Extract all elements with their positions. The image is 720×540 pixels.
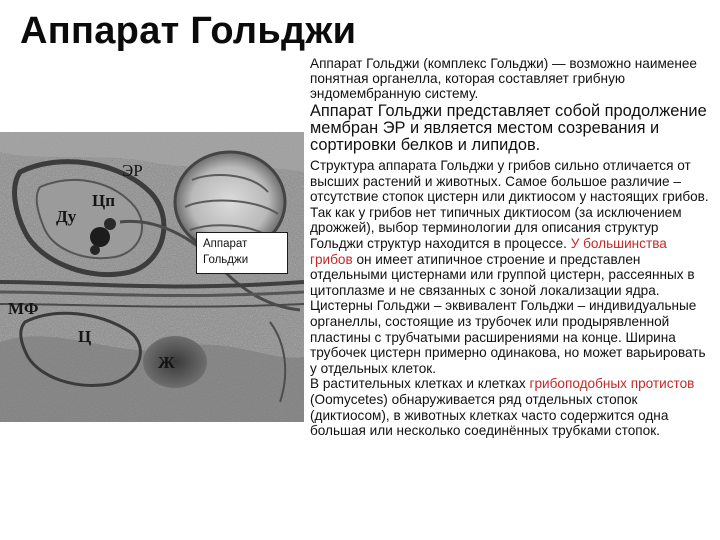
intro-lead: Аппарат Гольджи [310,56,420,71]
structure-accent: У большинства грибов [310,235,667,267]
micrograph-image [0,132,304,422]
plant-text-after: (Oomycetes) обнаруживается ряд отдельных стопок (диктиосом), в животных клетках часто содержится одна большая или несколько соединённых трубками стопок. [310,391,669,439]
micrograph [0,132,304,422]
golgi-callout-line1: Аппарат [203,238,248,250]
label-du: Ду [56,207,77,226]
plant-accent: грибоподобных протистов [529,376,695,392]
structure-text-after: он имеет атипичное строение и представлен отдельными цистернами или группой цистерн, рассеянных в цитоплазме и не связанных с зоной локализации ядра. [310,251,695,298]
structure-text-before: Структура аппарата Гольджи у грибов сильно отличается от высших растений и животных. Самое большое различие – отсутствие стопок цистерн или диктиосом у настоящих грибов. Так как у грибов нет типичных диктиосом (за исключением дрожжей), выбор терминологии для описания структур Гольджи структур находится в процессе. [310,158,709,251]
label-er: ЭР [122,161,143,180]
label-zh: Ж [158,353,175,372]
label-mf: МФ [8,299,39,318]
cisterns-paragraph: Цистерны Гольджи – эквивалент Гольджи – индивидуальные органеллы, состоящие из трубочек или продырявленной пластины с трубчатыми расширениями на конце. Ширина трубочек цистерн примерно одинакова, но может варьировать у отдельных клеток. [310,298,706,376]
intro-rest: (комплекс Гольджи) — возможно наименее понятная органелла, которая составляет грибную эндомембранную систему. [310,56,697,101]
golgi-callout-line2: Гольджи [203,254,249,266]
plant-cells-paragraph [310,376,710,438]
slide-title: Аппарат Гольджи [20,10,357,52]
text-column [310,56,710,439]
intro-paragraph [310,56,710,101]
structure-paragraph [310,158,710,298]
definition-paragraph: Аппарат Гольджи представляет собой продолжение мембран ЭР и является местом созревания и сортировки белков и липидов. [310,102,707,154]
label-tsp: Цп [92,191,116,210]
golgi-callout [196,232,288,274]
label-ts: Ц [78,327,92,346]
plant-text-before: В растительных клетках и клетках [310,376,530,392]
